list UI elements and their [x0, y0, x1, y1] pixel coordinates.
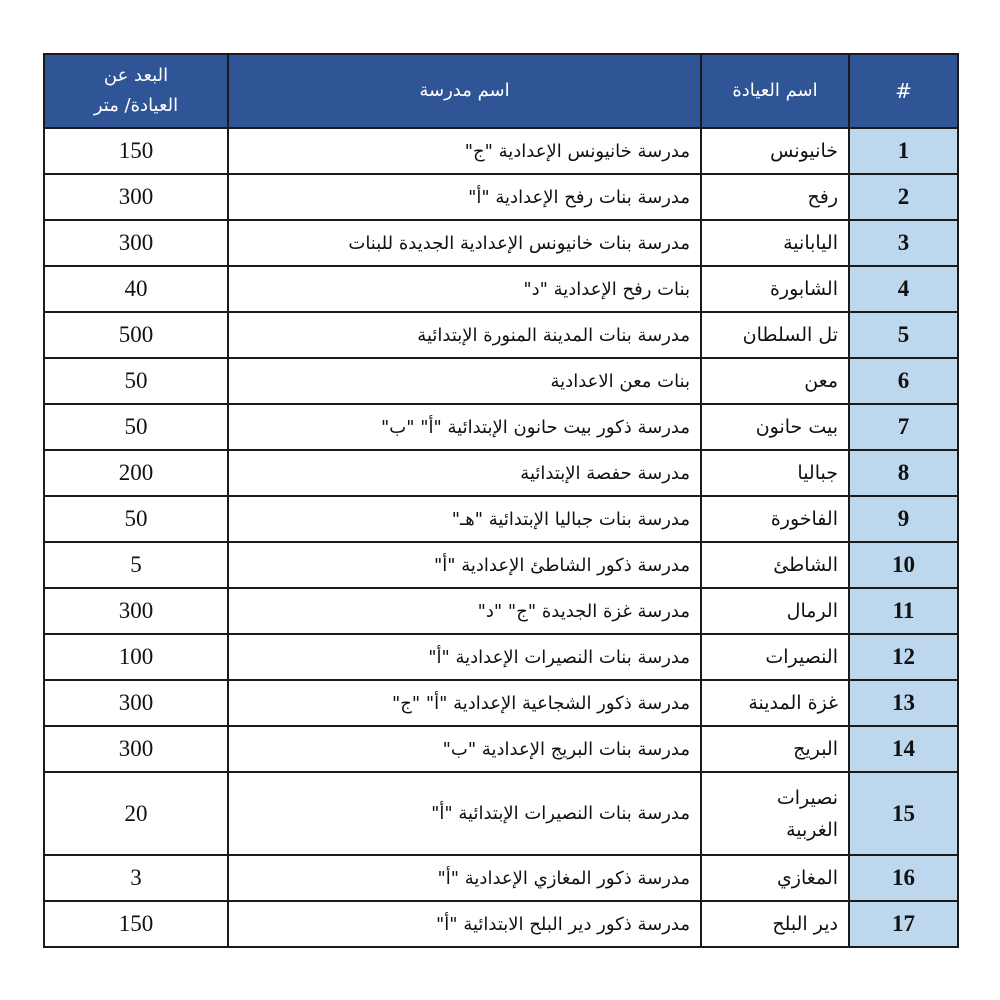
row-num: 7 — [849, 404, 958, 450]
row-num: 13 — [849, 680, 958, 726]
table-row — [44, 450, 958, 496]
school-name: مدرسة بنات جباليا الإبتدائية "هـ" — [228, 496, 701, 542]
header-clinic: اسم العيادة — [701, 54, 849, 128]
clinic-name: غزة المدينة — [701, 680, 849, 726]
table-row — [44, 726, 958, 772]
table-row — [44, 901, 958, 947]
distance-value: 300 — [44, 726, 228, 772]
clinic-name: الفاخورة — [701, 496, 849, 542]
school-name: مدرسة بنات النصيرات الإبتدائية "أ" — [228, 772, 701, 855]
distance-value: 300 — [44, 174, 228, 220]
table-row — [44, 496, 958, 542]
distance-value: 300 — [44, 220, 228, 266]
row-num: 5 — [849, 312, 958, 358]
table-row — [44, 404, 958, 450]
school-name: مدرسة ذكور الشاطئ الإعدادية "أ" — [228, 542, 701, 588]
school-name: بنات رفح الإعدادية "د" — [228, 266, 701, 312]
row-num: 16 — [849, 855, 958, 901]
table-row — [44, 266, 958, 312]
school-name: مدرسة حفصة الإبتدائية — [228, 450, 701, 496]
school-name: مدرسة ذكور دير البلح الابتدائية "أ" — [228, 901, 701, 947]
clinic-name: رفح — [701, 174, 849, 220]
distance-value: 5 — [44, 542, 228, 588]
table-row — [44, 358, 958, 404]
table-row — [44, 772, 958, 855]
table-row — [44, 680, 958, 726]
header-distance-line2: العيادة/ متر — [93, 95, 179, 116]
clinic-name: البريج — [701, 726, 849, 772]
clinic-name: المغازي — [701, 855, 849, 901]
row-num: 2 — [849, 174, 958, 220]
row-num: 8 — [849, 450, 958, 496]
clinic-name: النصيرات — [701, 634, 849, 680]
distance-value: 300 — [44, 680, 228, 726]
school-name: مدرسة خانيونس الإعدادية "ج" — [228, 128, 701, 174]
distance-value: 50 — [44, 496, 228, 542]
clinics-schools-table — [43, 53, 959, 948]
clinic-name: تل السلطان — [701, 312, 849, 358]
clinic-name: الشاطئ — [701, 542, 849, 588]
distance-value: 200 — [44, 450, 228, 496]
school-name: مدرسة بنات المدينة المنورة الإبتدائية — [228, 312, 701, 358]
distance-value: 40 — [44, 266, 228, 312]
school-name: مدرسة ذكور الشجاعية الإعدادية "أ" "ج" — [228, 680, 701, 726]
row-num: 4 — [849, 266, 958, 312]
row-num: 11 — [849, 588, 958, 634]
clinic-name — [701, 772, 849, 855]
table-row — [44, 128, 958, 174]
school-name: مدرسة ذكور بيت حانون الإبتدائية "أ" "ب" — [228, 404, 701, 450]
header-distance — [44, 54, 228, 128]
clinic-name: معن — [701, 358, 849, 404]
table-row — [44, 855, 958, 901]
school-name: مدرسة بنات البريج الإعدادية "ب" — [228, 726, 701, 772]
school-name: بنات معن الاعدادية — [228, 358, 701, 404]
row-num: 12 — [849, 634, 958, 680]
row-num: 15 — [849, 772, 958, 855]
row-num: 14 — [849, 726, 958, 772]
clinic-name: الشابورة — [701, 266, 849, 312]
clinic-name: اليابانية — [701, 220, 849, 266]
distance-value: 50 — [44, 358, 228, 404]
table-row — [44, 542, 958, 588]
row-num: 6 — [849, 358, 958, 404]
table-header-row — [44, 54, 958, 128]
distance-value: 50 — [44, 404, 228, 450]
clinic-name-line2: الغربية — [786, 818, 838, 841]
school-name: مدرسة بنات خانيونس الإعدادية الجديدة للبنات — [228, 220, 701, 266]
distance-value: 20 — [44, 772, 228, 855]
row-num: 17 — [849, 901, 958, 947]
clinic-name: جباليا — [701, 450, 849, 496]
row-num: 10 — [849, 542, 958, 588]
table-row — [44, 220, 958, 266]
row-num: 9 — [849, 496, 958, 542]
table-row — [44, 634, 958, 680]
distance-value: 500 — [44, 312, 228, 358]
row-num: 1 — [849, 128, 958, 174]
school-name: مدرسة ذكور المغازي الإعدادية "أ" — [228, 855, 701, 901]
school-name: مدرسة غزة الجديدة "ج" "د" — [228, 588, 701, 634]
clinic-name: بيت حانون — [701, 404, 849, 450]
school-name: مدرسة بنات رفح الإعدادية "أ" — [228, 174, 701, 220]
header-school: اسم مدرسة — [228, 54, 701, 128]
table-row — [44, 312, 958, 358]
header-distance-line1: البعد عن — [103, 65, 169, 86]
distance-value: 150 — [44, 128, 228, 174]
clinic-name: الرمال — [701, 588, 849, 634]
table-row — [44, 588, 958, 634]
clinic-name: خانيونس — [701, 128, 849, 174]
distance-value: 100 — [44, 634, 228, 680]
clinic-name-line1: نصيرات — [776, 786, 838, 809]
distance-value: 150 — [44, 901, 228, 947]
table-row — [44, 174, 958, 220]
distance-value: 3 — [44, 855, 228, 901]
header-num: # — [849, 54, 958, 128]
clinic-name: دير البلح — [701, 901, 849, 947]
distance-value: 300 — [44, 588, 228, 634]
school-name: مدرسة بنات النصيرات الإعدادية "أ" — [228, 634, 701, 680]
row-num: 3 — [849, 220, 958, 266]
